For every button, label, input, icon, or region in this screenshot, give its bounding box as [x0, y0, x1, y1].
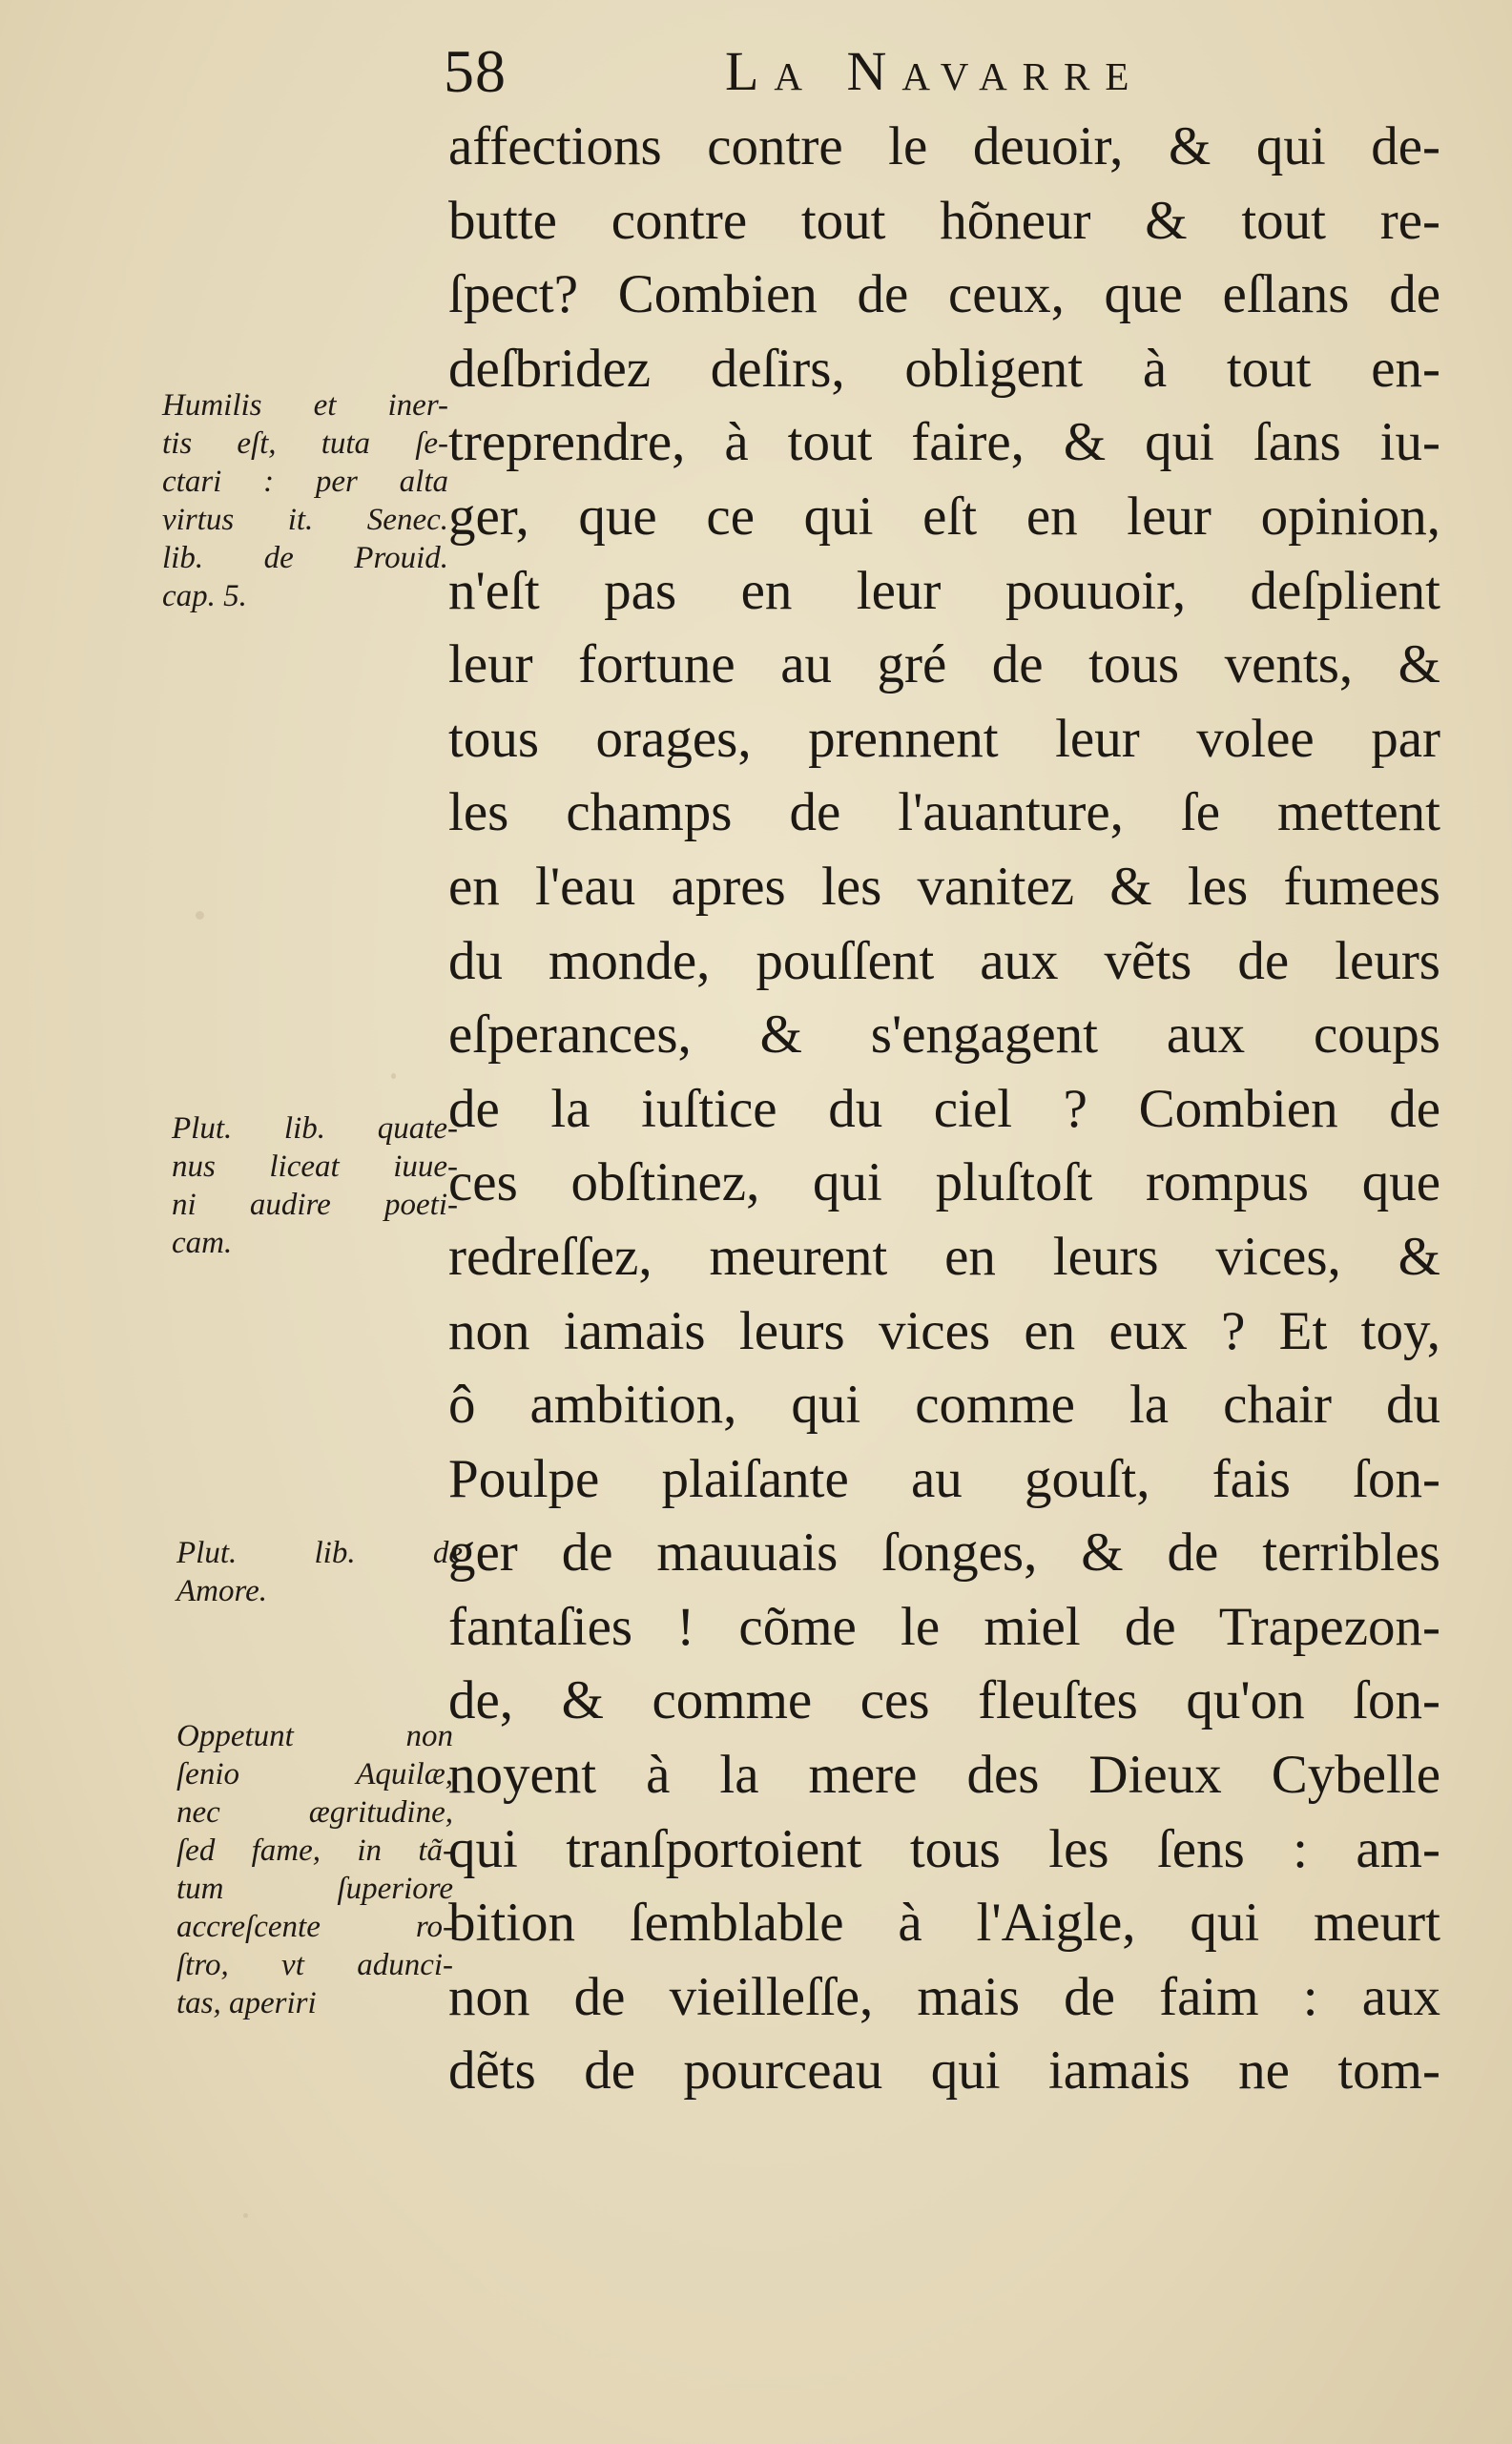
- text-line: treprendre, à tout faire, & qui ſans iu-: [448, 412, 1440, 473]
- running-head: [444, 29, 1445, 114]
- note-line: nec ægritudine,: [176, 1795, 453, 1830]
- note-line: tis eſt, tuta ſe-: [162, 426, 448, 461]
- note-line: cam.: [172, 1226, 233, 1260]
- text-line: tous orages, prennent leur volee par: [448, 708, 1440, 769]
- text-line: de, & comme ces fleuſtes qu'on ſon-: [448, 1670, 1440, 1731]
- text-line: ces obſtinez, qui pluſtoſt rompus que: [448, 1152, 1440, 1213]
- note-line: accreſcente ro-: [176, 1910, 453, 1944]
- text-line: eſperances, & s'engagent aux coups: [448, 1005, 1440, 1066]
- note-line: ſtro, vt adunci-: [176, 1948, 453, 1982]
- text-line: leur fortune au gré de tous vents, &: [448, 634, 1440, 695]
- text-line: non de vieilleſſe, mais de faim : aux: [448, 1966, 1440, 2027]
- text-line: dẽts de pourceau qui iamais ne tom-: [448, 2040, 1440, 2102]
- note-line: Plut. lib. de: [176, 1536, 463, 1570]
- note-line: tas, aperiri: [176, 1986, 317, 2020]
- text-line: n'eſt pas en leur pouuoir, deſplient: [448, 560, 1440, 621]
- margin-note-aquila: [176, 1717, 453, 2022]
- text-line: qui tranſportoient tous les ſens : am-: [448, 1818, 1440, 1879]
- text-line: du monde, pouſſent aux vẽts de leurs: [448, 930, 1440, 991]
- text-line: Poulpe plaiſante au gouſt, fais ſon-: [448, 1448, 1440, 1509]
- note-line: ſed fame, in tã-: [176, 1833, 453, 1868]
- note-line: Plut. lib. quate-: [172, 1111, 458, 1146]
- note-line: nus liceat iuue-: [172, 1150, 458, 1184]
- text-line: les champs de l'auanture, ſe mettent: [448, 782, 1440, 843]
- note-line: tum ſuperiore: [176, 1872, 453, 1906]
- running-title: La Navarre: [725, 40, 1145, 102]
- body-text: [448, 110, 1440, 2108]
- note-line: Amore.: [176, 1574, 268, 1608]
- note-line: ſenio Aquilæ,: [176, 1757, 453, 1792]
- text-line: non iamais leurs vices en eux ? Et toy,: [448, 1300, 1440, 1361]
- text-line: bition ſemblable à l'Aigle, qui meurt: [448, 1893, 1440, 1954]
- text-line: affections contre le deuoir, & qui de-: [448, 116, 1440, 176]
- note-line: ctari : per alta: [162, 465, 448, 499]
- paper-spot: [196, 911, 204, 920]
- note-line: Humilis et iner-: [162, 388, 448, 423]
- margin-note-plutarch-poetry: [172, 1109, 458, 1262]
- margin-note-seneca: [162, 386, 448, 615]
- paper-spot: [243, 2213, 248, 2218]
- text-line: butte contre tout hõneur & tout re-: [448, 190, 1440, 251]
- text-line: ô ambition, qui comme la chair du: [448, 1375, 1440, 1436]
- note-line: ni audire poeti-: [172, 1188, 458, 1222]
- note-line: virtus it. Senec.: [162, 503, 448, 537]
- margin-note-plutarch-amore: [176, 1534, 463, 1610]
- text-line: fantaſies ! cõme le miel de Trapezon-: [448, 1596, 1440, 1657]
- text-line: ſpect? Combien de ceux, que eſlans de: [448, 264, 1440, 325]
- page-number: 58: [444, 37, 507, 105]
- text-line: redreſſez, meurent en leurs vices, &: [448, 1226, 1440, 1287]
- text-line: ger, que ce qui eſt en leur opinion,: [448, 486, 1440, 547]
- text-line: en l'eau apres les vanitez & les fumees: [448, 856, 1440, 917]
- note-line: lib. de Prouid.: [162, 541, 448, 575]
- note-line: cap. 5.: [162, 579, 247, 613]
- text-line: deſbridez deſirs, obligent à tout en-: [448, 338, 1440, 399]
- note-line: Oppetunt non: [176, 1719, 453, 1753]
- text-line: ger de mauuais ſonges, & de terribles: [448, 1522, 1440, 1584]
- paper-spot: [391, 1073, 396, 1079]
- text-line: noyent à la mere des Dieux Cybelle: [448, 1745, 1440, 1806]
- text-line: de la iuſtice du ciel ? Combien de: [448, 1078, 1440, 1139]
